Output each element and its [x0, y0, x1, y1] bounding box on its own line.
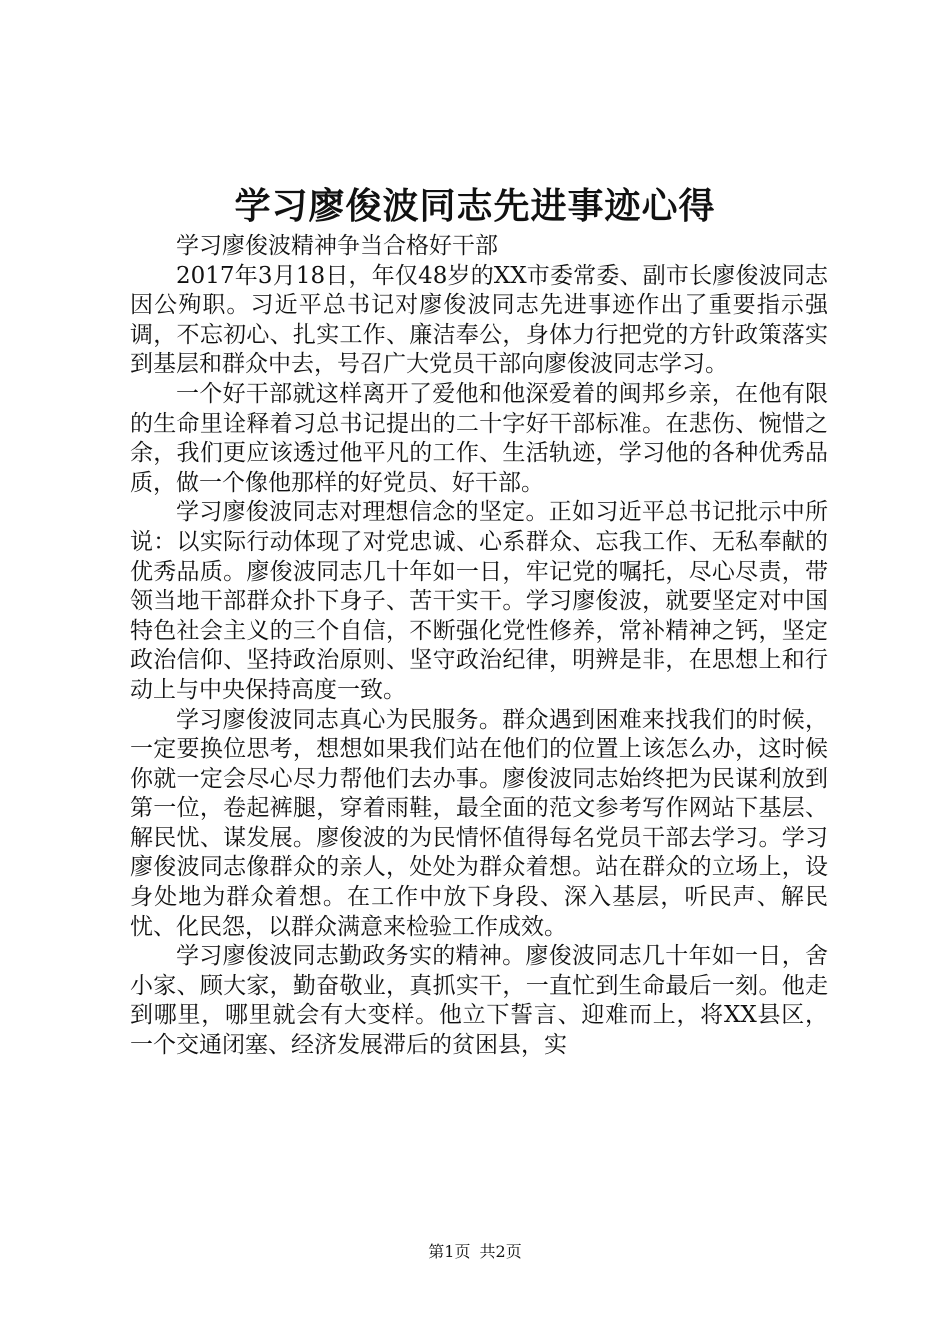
body-paragraph: 学习廖俊波同志真心为民服务。群众遇到困难来找我们的时候，一定要换位思考，想想如果我们站在他们的位置上该怎么办，这时候你就一定会尽心尽力帮他们去办事。廖俊波同志始终把为民谋利放到第一位，卷起裤腿，穿着雨鞋，最全面的范文参考写作网站下基层、解民忧、谋发展。廖俊波的为民情怀值得每名党员干部去学习。学习廖俊波同志像群众的亲人，处处为群众着想。站在群众的立场上，设身处地为群众着想。在工作中放下身段、深入基层，听民声、解民忧、化民怨，以群众满意来检验工作成效。 [130, 706, 828, 940]
page-number-current: 第1页 [428, 1242, 471, 1261]
page-number-total: 共2页 [479, 1242, 522, 1261]
body-paragraph: 学习廖俊波同志勤政务实的精神。廖俊波同志几十年如一日，舍小家、顾大家，勤奋敬业，真抓实干，一直忙到生命最后一刻。他走到哪里，哪里就会有大变样。他立下誓言、迎难而上，将XX县区，一个交通闭塞、经济发展滞后的贫困县，实 [130, 943, 828, 1059]
page-footer [0, 1240, 950, 1264]
body-paragraph: 2017年3月18日，年仅48岁的XX市委常委、副市长廖俊波同志因公殉职。习近平总书记对廖俊波同志先进事迹作出了重要指示强调，不忘初心、扎实工作、廉洁奉公，身体力行把党的方针政策落实到基层和群众中去，号召广大党员干部向廖俊波同志学习。 [130, 262, 828, 378]
subtitle-paragraph: 学习廖俊波精神争当合格好干部 [176, 233, 498, 259]
body-paragraph: 一个好干部就这样离开了爱他和他深爱着的闽邦乡亲，在他有限的生命里诠释着习总书记提出的二十字好干部标准。在悲伤、惋惜之余，我们更应该透过他平凡的工作、生活轨迹，学习他的各种优秀品质，做一个像他那样的好党员、好干部。 [130, 380, 828, 496]
document-title: 学习廖俊波同志先进事迹心得 [234, 185, 716, 227]
body-paragraph: 学习廖俊波同志对理想信念的坚定。正如习近平总书记批示中所说：以实际行动体现了对党忠诚、心系群众、忘我工作、无私奉献的优秀品质。廖俊波同志几十年如一日，牢记党的嘱托，尽心尽责，带领当地干部群众扑下身子、苦干实干。学习廖俊波，就要坚定对中国特色社会主义的三个自信，不断强化党性修养，常补精神之钙，坚定政治信仰、坚持政治原则、坚守政治纪律，明辨是非，在思想上和行动上与中央保持高度一致。 [130, 499, 828, 703]
document-body [130, 232, 828, 1061]
